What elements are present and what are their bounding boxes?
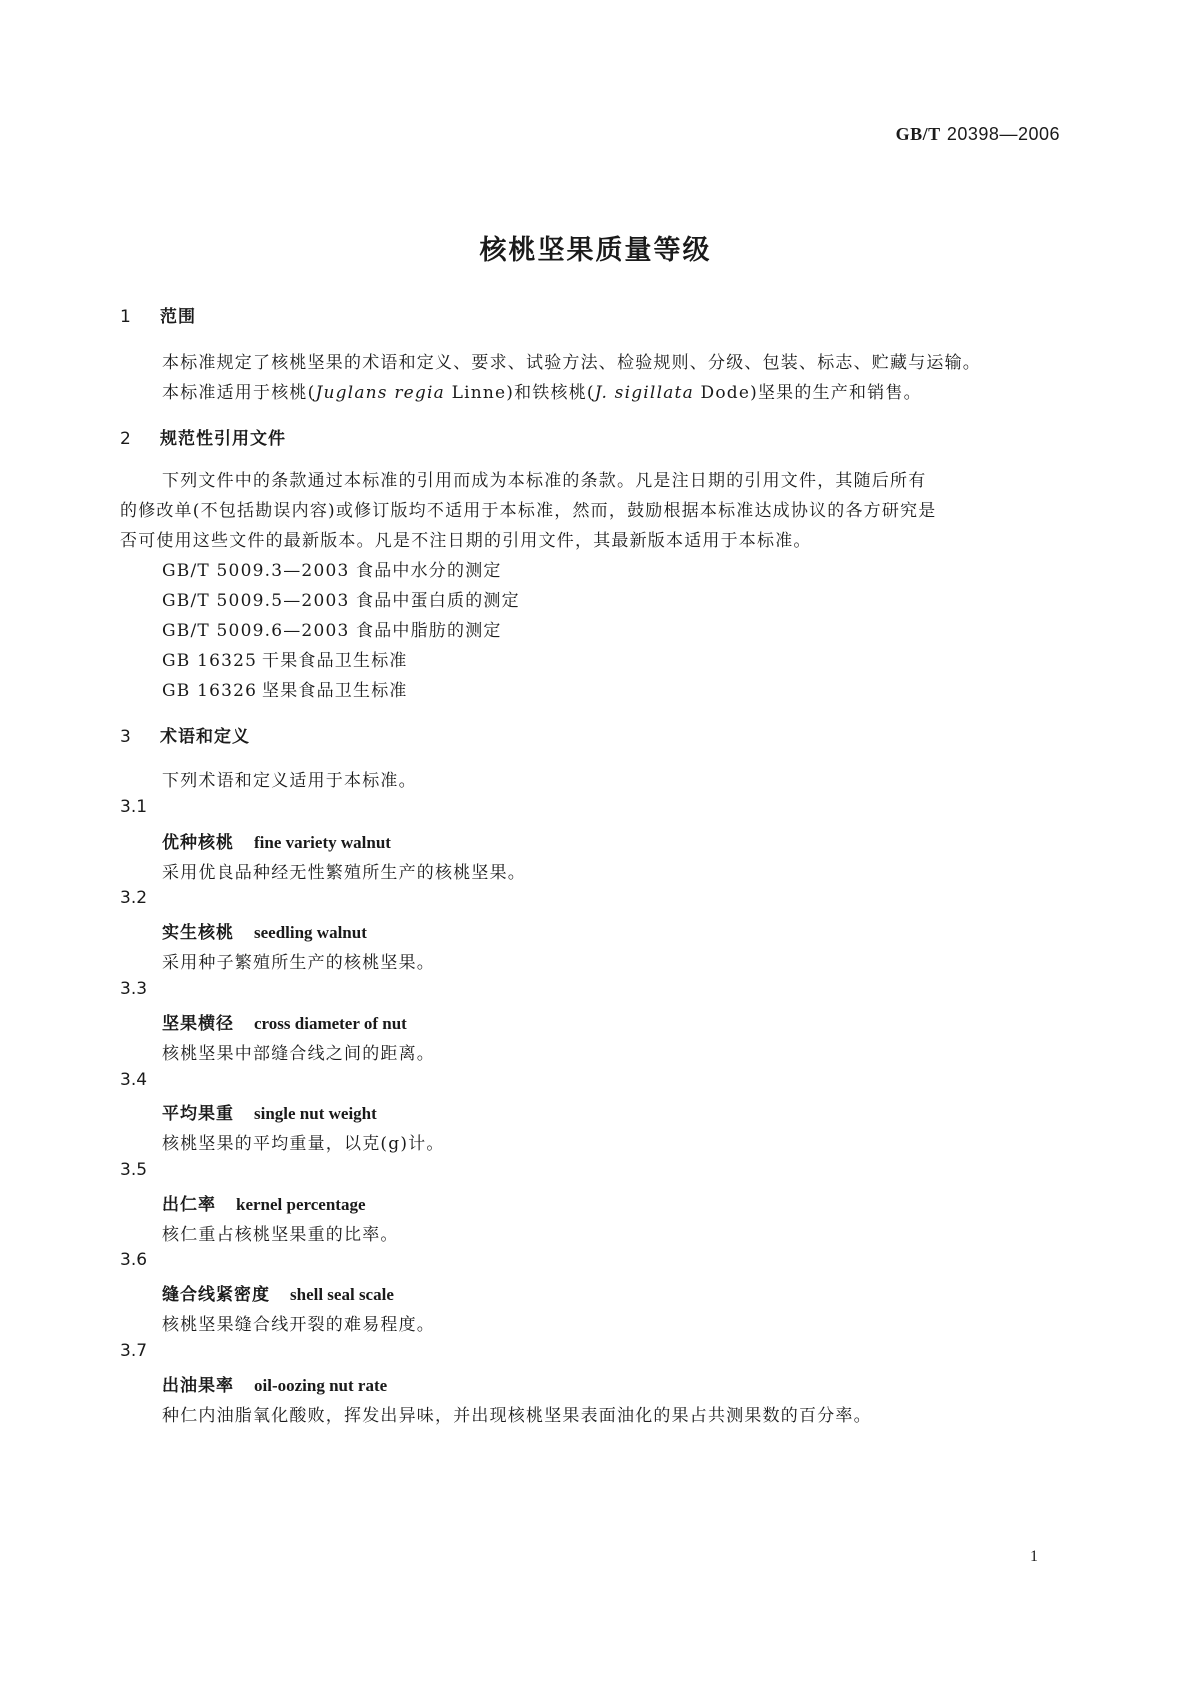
- species-name-juglans-regia: Juglans regia: [315, 383, 445, 403]
- term-number: 3.3: [120, 979, 148, 999]
- references-intro-line-1: 下列文件中的条款通过本标准的引用而成为本标准的条款。凡是注日期的引用文件，其随后所有: [162, 471, 927, 491]
- text-fragment: Dode)坚果的生产和销售。: [693, 383, 922, 403]
- reference-code: GB/T 5009.6—2003: [162, 621, 350, 641]
- term-number: 3.7: [120, 1341, 148, 1361]
- species-name-j-sigillata: J. sigillata: [594, 383, 694, 403]
- term-number: 3.4: [120, 1070, 148, 1090]
- standard-year-number: 20398—2006: [946, 124, 1060, 144]
- scope-paragraph-2: [162, 378, 922, 403]
- text-fragment: Linne)和铁核桃(: [444, 383, 595, 403]
- term-number: 3.2: [120, 888, 148, 908]
- term-definition: 核桃坚果缝合线开裂的难易程度。: [162, 1315, 435, 1335]
- term-title: [162, 1009, 407, 1034]
- section-1-heading: [120, 302, 196, 327]
- standard-code: GB/T: [895, 124, 941, 144]
- scope-paragraph-1: 本标准规定了核桃坚果的术语和定义、要求、试验方法、检验规则、分级、包装、标志、贮藏与运输。: [162, 353, 981, 373]
- term-number: 3.6: [120, 1250, 148, 1270]
- term-title: [162, 1371, 387, 1396]
- references-intro-line-3: 否可使用这些文件的最新版本。凡是不注日期的引用文件，其最新版本适用于本标准。: [120, 531, 812, 551]
- reference-item: [162, 556, 502, 581]
- reference-title: 坚果食品卫生标准: [262, 681, 408, 701]
- page-number: 1: [1030, 1548, 1038, 1565]
- reference-item: [162, 646, 408, 671]
- term-chinese: 出仁率: [162, 1195, 216, 1215]
- term-chinese: 实生核桃: [162, 923, 234, 943]
- term-number: 3.5: [120, 1160, 148, 1180]
- term-english: seedling walnut: [254, 923, 367, 942]
- reference-item: [162, 586, 520, 611]
- reference-code: GB/T 5009.3—2003: [162, 561, 350, 581]
- reference-item: [162, 616, 502, 641]
- term-title: [162, 918, 367, 943]
- reference-code: GB/T 5009.5—2003: [162, 591, 350, 611]
- term-definition: 核桃坚果中部缝合线之间的距离。: [162, 1044, 435, 1064]
- term-title: [162, 828, 391, 853]
- reference-code: GB 16326: [162, 681, 258, 701]
- terms-intro: 下列术语和定义适用于本标准。: [162, 771, 417, 791]
- term-chinese: 出油果率: [162, 1376, 234, 1396]
- term-chinese: 优种核桃: [162, 833, 234, 853]
- term-chinese: 坚果横径: [162, 1014, 234, 1034]
- term-definition: 核桃坚果的平均重量，以克(g)计。: [162, 1134, 445, 1154]
- section-2-heading: [120, 424, 286, 449]
- section-number: 2: [120, 429, 132, 449]
- term-definition: 种仁内油脂氧化酸败，挥发出异味，并出现核桃坚果表面油化的果占共测果数的百分率。: [162, 1406, 872, 1426]
- term-title: [162, 1099, 377, 1124]
- section-3-heading: [120, 722, 250, 747]
- reference-code: GB 16325: [162, 651, 258, 671]
- term-english: cross diameter of nut: [254, 1014, 407, 1033]
- standard-number: [0, 124, 1060, 145]
- section-title: 规范性引用文件: [160, 429, 286, 449]
- term-chinese: 平均果重: [162, 1104, 234, 1124]
- term-title: [162, 1190, 366, 1215]
- section-number: 1: [120, 307, 132, 327]
- reference-title: 食品中脂肪的测定: [356, 621, 502, 641]
- term-english: shell seal scale: [290, 1285, 394, 1304]
- term-english: kernel percentage: [236, 1195, 366, 1214]
- text-fragment: 本标准适用于核桃(: [162, 383, 316, 403]
- reference-title: 干果食品卫生标准: [262, 651, 408, 671]
- term-definition: 采用种子繁殖所生产的核桃坚果。: [162, 953, 435, 973]
- term-number: 3.1: [120, 797, 148, 817]
- references-intro-line-2: 的修改单(不包括勘误内容)或修订版均不适用于本标准，然而，鼓励根据本标准达成协议的各方研究是: [120, 501, 937, 521]
- term-chinese: 缝合线紧密度: [162, 1285, 270, 1305]
- term-english: oil-oozing nut rate: [254, 1376, 388, 1395]
- term-definition: 采用优良品种经无性繁殖所生产的核桃坚果。: [162, 863, 526, 883]
- reference-item: [162, 676, 408, 701]
- document-title: 核桃坚果质量等级: [479, 235, 712, 266]
- term-definition: 核仁重占核桃坚果重的比率。: [162, 1225, 399, 1245]
- term-title: [162, 1280, 394, 1305]
- term-english: fine variety walnut: [254, 833, 391, 852]
- section-title: 范围: [160, 307, 196, 327]
- section-title: 术语和定义: [160, 727, 250, 747]
- reference-title: 食品中水分的测定: [356, 561, 502, 581]
- reference-title: 食品中蛋白质的测定: [356, 591, 520, 611]
- term-english: single nut weight: [254, 1104, 377, 1123]
- section-number: 3: [120, 727, 132, 747]
